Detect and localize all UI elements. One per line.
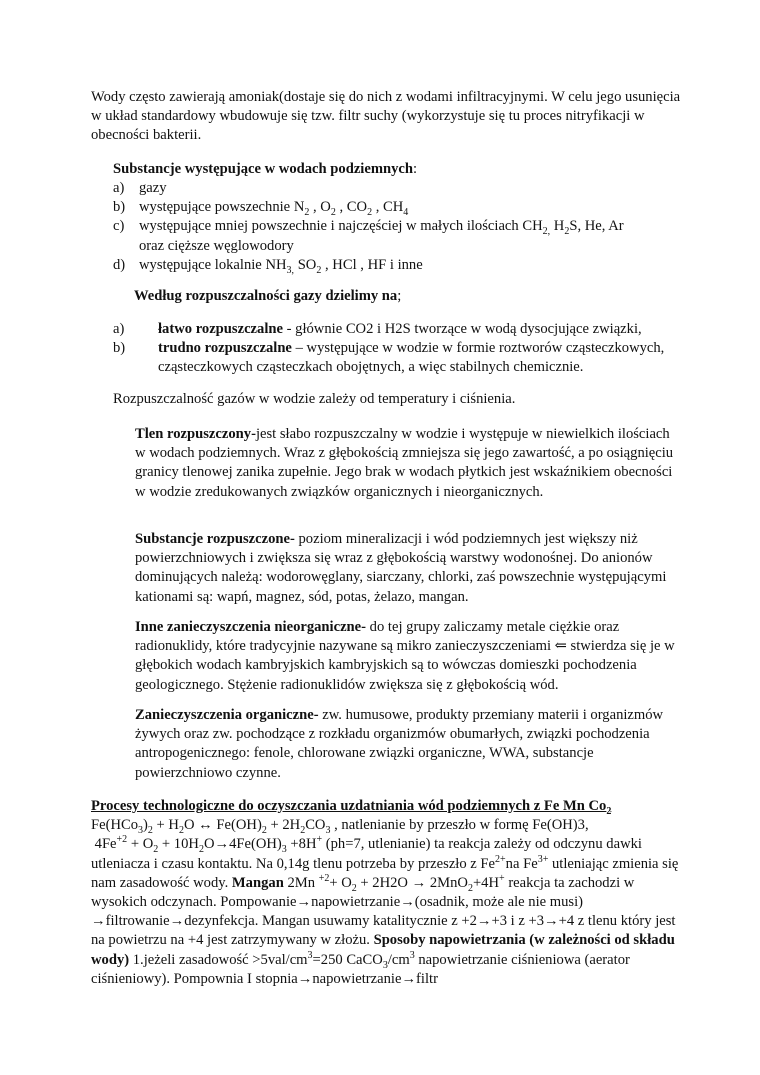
aeration-text: 1.jeżeli zasadowość >5val/cm (129, 951, 308, 968)
list-letter: c) (113, 218, 125, 235)
substances-list (113, 179, 703, 275)
reaction-manganese: 2Mn $^{+2}+ O_2 + 2H2O \to 2MnO_2+4H^+$ (287, 872, 505, 894)
list-item-text: gazy (139, 180, 167, 196)
reaction-text: reakcja ta zachodzi w wysokich odczynach. Pompowanie→napowietrzanie→(osadnik, może ale nie musi) →filtrowanie→dezynfekcja. Mangan usuwamy katalitycznie z +2→+3 i z +3→+4 z tlenu który jest na powietrzu na +4 jest zatrzymywany w złożu. (91, 874, 676, 949)
list-item-text: – występujące w wodzie w formie roztworów cząsteczkowych, cząsteczkowych cząsteczkach obojętnych, a więc stabilnych chemicznie. (158, 340, 665, 376)
list-letter: b) (113, 199, 126, 216)
section-heading-text: Substancje występujące w wodach podziemnych (113, 161, 413, 177)
paragraph-text: jest słabo rozpuszczalny w wodzie i występuje w niewielkich ilościach w wodach podziemnych. Wraz z głębokością zmniejsza się jego zawartość, a po osiągnięciu granicy tlenowej zanika zupełnie. Jego brak w wodach płytkich jest wskaźnikiem obecności w wodzie zredukowanych związków organicznych i nieorganicznych. (135, 426, 674, 500)
formula: $NH_{3,}$ $SO_2$ , HCl , HF i inne (265, 256, 423, 276)
list-item-continuation: oraz cięższe węglowodory (139, 237, 294, 254)
aeration-term: Sposoby napowietrzania (w zależności od składu wody) (91, 932, 675, 968)
paragraph-dissolved-substances (135, 530, 680, 607)
heading-colon: : (413, 161, 418, 177)
list-item (113, 198, 703, 217)
paragraph-inorganic-pollution (135, 618, 680, 695)
solubility-note: Rozpuszczalność gazów w wodzie zależy od temperatury i ciśnienia. (113, 391, 516, 407)
aeration-text: /cm (387, 951, 410, 968)
intro-paragraph: Wody często zawierają amoniak(dostaje się do nich z wodami infiltracyjnymi. W celu jego usunięcia w układ standardowy wbudowuje się tzw. filtr suchy (wykorzystuje się tu proces nitryfikacji w obecności bakterii. (91, 89, 681, 144)
reaction-text: (ph=7, utlenianie) ta reakcja zależy od odczynu dawki utleniacza i czasu kontaktu. Na 0,14g tlenu potrzeba by przeszło z Fe (91, 836, 642, 872)
paragraph-dissolved-oxygen (135, 425, 680, 502)
technology-section: Procesy technologiczne do oczyszczania uzdatniania wód podziemnych z Fe Mn $Co_2$ $Fe(HCo_3)_2 + H_2O$ ↔ $Fe(OH)_2 + 2H_2CO_3$ , natlenianie by przeszło w formę Fe(OH)3, $4Fe^{+2} + O_2 + 10H_2O\to 4Fe(OH)_3 +8H^+$ (ph=7, utlenianie) ta reakcja zależy od odczynu dawki utleniacza i czasu kontaktu. Na 0,14g tlenu potrzeba by przeszło z $Fe^{2+}na$ $Fe^{3+}$ utleniając zmienia się nam zasadowość wody. Mangan 2Mn $^{+2}+ O_2 + 2H2O \to 2MnO_2+4H^+$ reakcja ta zachodzi w wysokich odczynach. Pompowanie→napowietrzanie→(osadnik, może ale nie musi) →filtrowanie→dezynfekcja. Mangan usuwamy katalitycznie z +2→+3 i z +3→+4 z tlenu który jest na powietrzu na +4 jest zatrzymywany w złożu. Sposoby napowietrzania (w zależności od składu wody) 1.jeżeli zasadowość $>5val/cm^3=250$ $CaCO_3/cm^3$ napowietrzanie ciśnieniowa (aerator ciśnieniowy). Pompownia I stopnia→napowietrzanie→filtr (91, 798, 679, 987)
list-letter: d) (113, 256, 126, 273)
reaction-text: utleniając zmienia się nam zasadowość wody. (91, 855, 679, 891)
solubility-list (113, 320, 703, 378)
technology-title-sub: 2 (606, 805, 612, 817)
section-heading-substances (113, 160, 417, 179)
aeration-text: =250 CaCO (312, 951, 383, 968)
list-item-text: występujące mniej powszechnie i najczęściej w małych ilościach (139, 218, 519, 235)
paragraph-term: Tlen rozpuszczony- (135, 426, 256, 442)
list-term: łatwo rozpuszczalne (158, 321, 283, 337)
reaction-iron-2: $4Fe^{+2} + O_2 + 10H_2O\to 4Fe(OH)_3 +8H^+$ (91, 834, 323, 856)
paragraph-text: do tej grupy zaliczamy metale ciężkie oraz radionuklidy, które tradycyjnie nazywane są mikro zanieczyszczeniami ⇐ stwierdza się je w głębokich wodach kambryjskich kambryjskich są to wówczas domieszki pochodzenia geologicznego. Stężenie radionuklidów zwiększa się z głębokością wód. (135, 619, 675, 693)
reaction-text: , natlenianie by przeszło w formę Fe(OH)3, (330, 817, 589, 834)
list-item-text: - głównie CO2 i H2S tworzące w wodą dysocjujące związki, (286, 321, 642, 337)
heading-colon: ; (397, 288, 402, 304)
list-term: trudno rozpuszczalne (158, 340, 292, 357)
mangan-term: Mangan (231, 874, 284, 891)
list-letter: a) (113, 321, 125, 337)
list-letter: b) (113, 340, 126, 357)
paragraph-text: zw. humusowe, produkty przemiany materii i organizmów żywych oraz zw. pochodzące z rozkładu organizmów obumarłych, związki pochodzenia antropogenicznego: fenole, chlorowane związki organiczne, WWA, substancje powierzchniowo czynne. (135, 707, 664, 781)
section-heading-text: Według rozpuszczalności gazy dzielimy na (134, 288, 398, 304)
list-item (113, 320, 703, 339)
paragraph-text: poziom mineralizacji i wód podziemnych jest większy niż powierzchniowych i zwiększa się wraz z głębokością warstwy wodonośnej. Do anionów dominujących należą: wodorowęglany, siarczany, chlorki, zaś powszechnie występującymi kationami są: wapń, magnez, sód, potas, żelazo, mangan. (135, 531, 667, 605)
paragraph-term: Inne zanieczyszczenia nieorganiczne- (135, 619, 367, 635)
reaction-iron-1: $Fe(HCo_3)_2 + H_2O$ ↔ $Fe(OH)_2 + 2H_2CO_3$ (91, 817, 331, 837)
technology-title (91, 798, 612, 817)
list-item-text: występujące lokalnie (139, 256, 262, 273)
list-item (113, 179, 703, 198)
reaction-text: na Fe (505, 855, 538, 872)
formula: $N_2$ , $O_2$ , $CO_2$ , $CH_4$ (293, 199, 409, 219)
formula: $CH_{2,}$ $H_2S$, He, Ar (522, 218, 624, 238)
aeration-text: napowietrzanie ciśnieniowa (aerator ciśnieniowy). Pompownia I stopnia→napowietrzanie→filtr (91, 951, 630, 987)
list-item (113, 256, 703, 275)
list-item (113, 217, 703, 255)
paragraph-term: Zanieczyszczenia organiczne- (135, 707, 319, 723)
list-item-text: występujące powszechnie (139, 199, 291, 216)
list-letter: a) (113, 180, 125, 196)
section-heading-solubility (134, 287, 401, 306)
list-item (113, 339, 703, 377)
technology-title-text: Procesy technologiczne do oczyszczania uzdatniania wód podziemnych z Fe Mn Co (91, 798, 607, 814)
paragraph-organic-pollution (135, 706, 680, 783)
paragraph-term: Substancje rozpuszczone- (135, 531, 295, 547)
